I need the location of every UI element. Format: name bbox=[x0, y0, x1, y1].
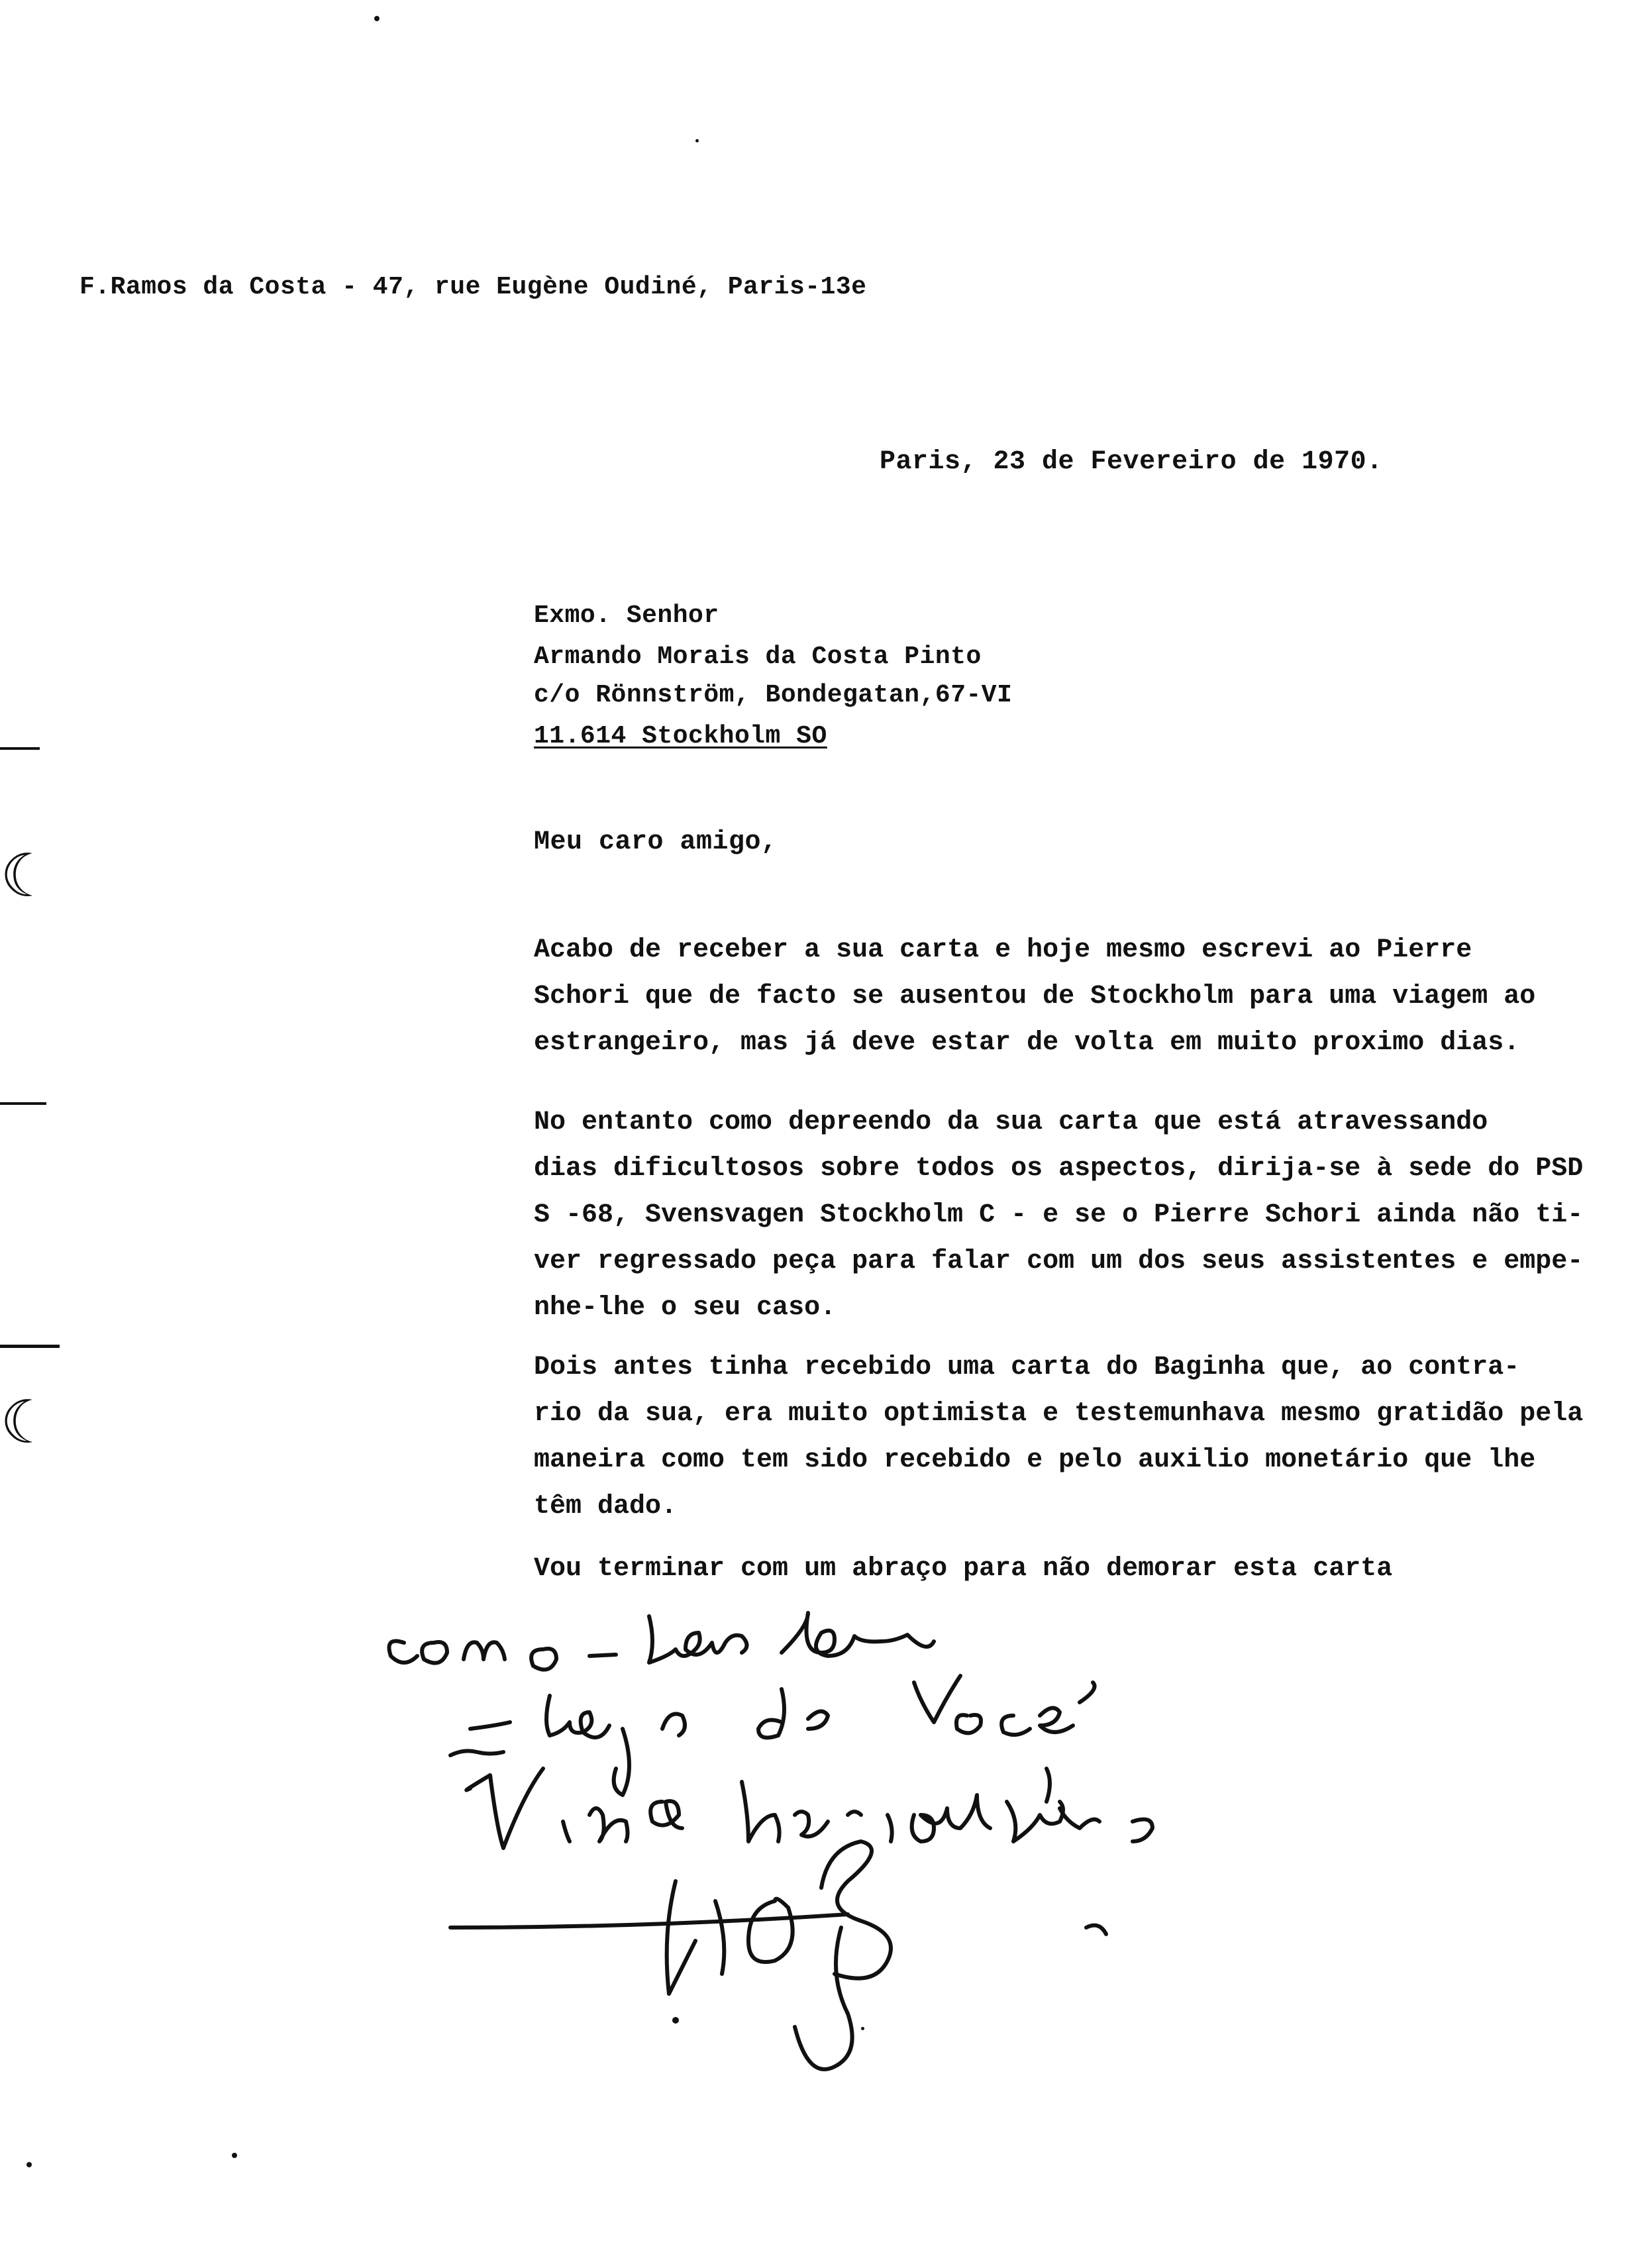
scan-speck bbox=[374, 16, 380, 21]
scan-edge-mark bbox=[0, 1102, 46, 1105]
paragraph-line: maneira como tem sido recebido e pelo auxilio monetário que lhe bbox=[534, 1445, 1536, 1475]
punch-hole-mark: ☾ bbox=[0, 841, 54, 911]
date-line: Paris, 23 de Fevereiro de 1970. bbox=[880, 447, 1383, 477]
recipient-line-4: 11.614 Stockholm SO bbox=[534, 722, 827, 750]
salutation: Meu caro amigo, bbox=[534, 827, 778, 857]
paragraph-line: rio da sua, era muito optimista e testemunhava mesmo gratidão pela bbox=[534, 1399, 1584, 1429]
recipient-line-3: c/o Rönnström, Bondegatan,67-VI bbox=[534, 681, 1013, 709]
paragraph-line: nhe-lhe o seu caso. bbox=[534, 1293, 837, 1323]
paragraph-line: Vou terminar com um abraço para não demorar esta carta bbox=[534, 1554, 1393, 1584]
paragraph-1 bbox=[534, 927, 1567, 1066]
paragraph-line: dias dificultosos sobre todos os aspectos, dirija-se à sede do PSD bbox=[534, 1154, 1584, 1184]
scan-speck bbox=[695, 139, 699, 142]
handwritten-closing-signature bbox=[371, 1596, 1537, 2100]
paragraph-line: S -68, Svensvagen Stockholm C - e se o Pierre Schori ainda não ti- bbox=[534, 1200, 1584, 1230]
paragraph-3 bbox=[534, 1345, 1584, 1530]
scan-speck bbox=[232, 2153, 237, 2158]
paragraph-line: Acabo de receber a sua carta e hoje mesmo escrevi ao Pierre bbox=[534, 935, 1472, 965]
letterhead: F.Ramos da Costa - 47, rue Eugène Oudiné, Paris-13e bbox=[79, 273, 867, 301]
paragraph-line: No entanto como depreendo da sua carta que está atravessando bbox=[534, 1108, 1488, 1137]
scan-speck bbox=[26, 2162, 32, 2167]
recipient-line-1: Exmo. Senhor bbox=[534, 601, 719, 630]
paragraph-line: Schori que de facto se ausentou de Stockholm para uma viagem ao bbox=[534, 982, 1536, 1011]
paragraph-4 bbox=[534, 1546, 1567, 1592]
paragraph-line: têm dado. bbox=[534, 1492, 678, 1521]
scan-speck bbox=[861, 2027, 864, 2030]
recipient-line-2: Armando Morais da Costa Pinto bbox=[534, 643, 982, 671]
paragraph-line: estrangeiro, mas já deve estar de volta em muito proximo dias. bbox=[534, 1028, 1520, 1058]
paragraph-line: Dois antes tinha recebido uma carta do Baginha que, ao contra- bbox=[534, 1353, 1520, 1382]
punch-hole-mark: ☾ bbox=[0, 1388, 54, 1457]
scan-edge-mark bbox=[0, 1345, 60, 1348]
scan-edge-mark bbox=[0, 747, 40, 750]
paragraph-line: ver regressado peça para falar com um dos seus assistentes e empe- bbox=[534, 1247, 1584, 1276]
paragraph-2 bbox=[534, 1100, 1584, 1331]
